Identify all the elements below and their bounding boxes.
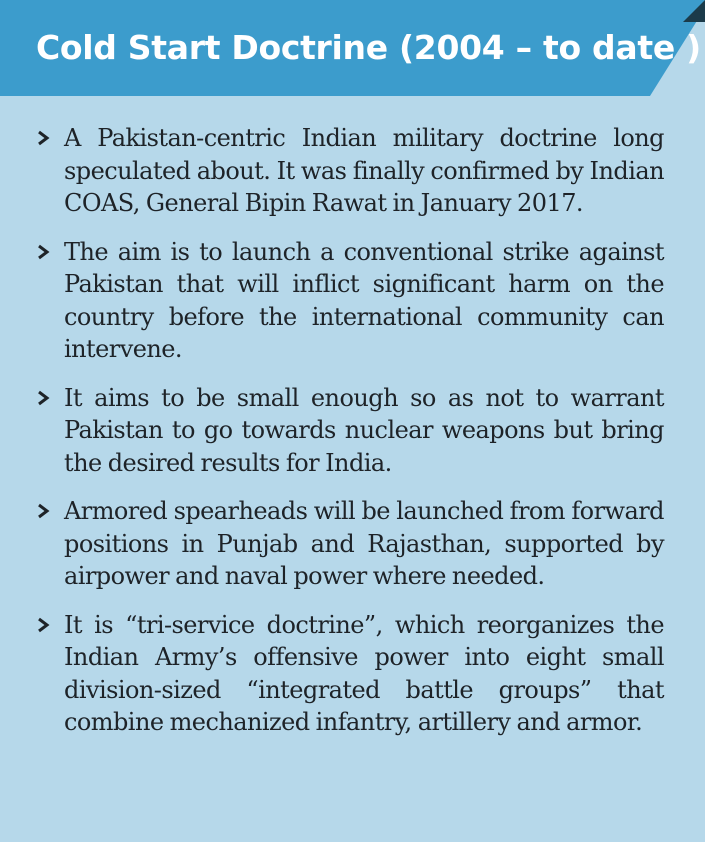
chevron-right-icon bbox=[36, 498, 52, 524]
list-item-text: It aims to be small enough so as not to warrant Pakistan to go towards nuclear weapons but bring the desired results for India. bbox=[64, 383, 664, 477]
list-item bbox=[36, 609, 664, 739]
list-item bbox=[36, 495, 664, 593]
list-item bbox=[36, 236, 664, 366]
chevron-right-icon bbox=[36, 612, 52, 638]
list-item-text: It is “tri-service doctrine”, which reorganizes the Indian Army’s offensive power into eight small division-sized “integrated battle groups” that combine mechanized infantry, artillery and armor. bbox=[64, 610, 664, 736]
list-item bbox=[36, 122, 664, 220]
list-item-text: Armored spearheads will be launched from forward positions in Punjab and Rajasthan, supported by airpower and naval power where needed. bbox=[64, 497, 664, 590]
list-item-text: The aim is to launch a conventional strike against Pakistan that will inflict significant harm on the country before the international community can intervene. bbox=[64, 237, 664, 363]
chevron-right-icon bbox=[36, 385, 52, 411]
bullet-list bbox=[36, 122, 664, 755]
list-item-text: A Pakistan-centric Indian military doctrine long speculated about. It was finally confirmed by Indian COAS, General Bipin Rawat in January 2017. bbox=[64, 124, 664, 217]
list-item bbox=[36, 382, 664, 480]
chevron-right-icon bbox=[36, 239, 52, 265]
chevron-right-icon bbox=[36, 125, 52, 151]
corner-decoration bbox=[683, 0, 705, 22]
panel-title: Cold Start Doctrine (2004 – to date ) bbox=[36, 28, 701, 67]
